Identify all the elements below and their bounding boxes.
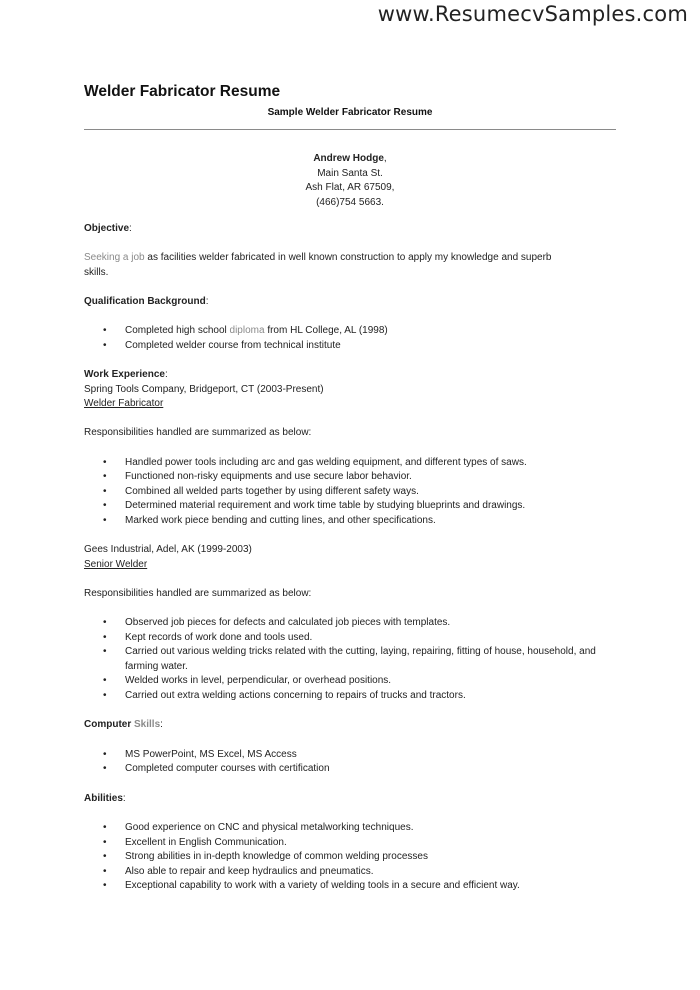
bullet-icon: • — [103, 822, 107, 833]
bullet-icon: • — [103, 748, 107, 760]
skills-link[interactable]: Skills — [134, 719, 161, 730]
contact-name: Andrew Hodge — [313, 153, 384, 164]
contact-block — [0, 152, 700, 210]
contact-phone: (466)754 5663. — [316, 196, 384, 208]
qualification-list — [84, 324, 614, 353]
list-item: • Functioned non-risky equipments and use secure labor behavior. — [84, 470, 614, 485]
page-subtitle: Sample Welder Fabricator Resume — [267, 107, 433, 118]
objective-text-line2: skills. — [84, 266, 109, 278]
job-company: Gees Industrial, Adel, AK (1999-2003) — [84, 544, 252, 555]
watermark-url: www.ResumecvSamples.com — [377, 2, 688, 26]
bullet-icon: • — [103, 325, 107, 336]
resume-body — [84, 222, 614, 894]
bullet-icon: • — [103, 880, 107, 891]
list-item: • Determined material requirement and work time table by studying blueprints and drawings. — [84, 499, 614, 514]
bullet-icon: • — [103, 617, 107, 628]
job-responsibilities-list — [84, 616, 614, 703]
bullet-icon: • — [103, 456, 107, 468]
list-item: • Exceptional capability to work with a variety of welding tools in a secure and efficient way. — [84, 879, 614, 894]
computer-skills-list — [84, 748, 614, 777]
contact-name-suffix: , — [383, 153, 387, 164]
qualification-heading: Qualification Background: — [84, 295, 209, 307]
list-item: • Also able to repair and keep hydraulics and pneumatics. — [84, 865, 614, 880]
job-role: Welder Fabricator — [84, 398, 164, 409]
objective-link[interactable]: Seeking a job — [84, 252, 145, 263]
list-item: • Completed welder course from technical institute — [84, 339, 614, 354]
list-item: • Strong abilities in in-depth knowledge of common welding processes — [84, 850, 614, 865]
job-company: Spring Tools Company, Bridgeport, CT (2003-Present) — [84, 383, 324, 395]
job-responsibilities-list — [84, 456, 614, 529]
list-item: • Good experience on CNC and physical metalworking techniques. — [84, 821, 614, 836]
list-item: • Carried out extra welding actions concerning to repairs of trucks and tractors. — [84, 689, 614, 704]
bullet-icon: • — [103, 865, 107, 877]
header-divider — [84, 129, 616, 130]
list-item: • Excellent in English Communication. — [84, 836, 614, 851]
list-item: • Completed computer courses with certification — [84, 762, 614, 777]
contact-city: Ash Flat, AR 67509, — [305, 182, 395, 193]
list-item: • Handled power tools including arc and gas welding equipment, and different types of saws. — [84, 456, 614, 471]
bullet-icon: • — [103, 646, 107, 657]
job-role: Senior Welder — [84, 558, 148, 570]
list-item: • MS PowerPoint, MS Excel, MS Access — [84, 748, 614, 763]
list-item: • Marked work piece bending and cutting lines, and other specifications. — [84, 514, 614, 529]
bullet-icon: • — [103, 514, 107, 526]
bullet-icon: • — [103, 339, 107, 351]
work-experience-heading: Work Experience: — [84, 369, 168, 380]
bullet-icon: • — [103, 763, 107, 774]
bullet-icon: • — [103, 485, 107, 497]
list-item: • Carried out various welding tricks related with the cutting, laying, repairing, fitting of house, household, and farming water. — [103, 646, 596, 672]
page-title: Welder Fabricator Resume — [84, 83, 281, 100]
contact-street: Main Santa St. — [317, 167, 383, 179]
bullet-icon: • — [103, 836, 107, 848]
contact-name-line — [0, 152, 700, 167]
diploma-link[interactable]: diploma — [229, 325, 265, 336]
bullet-icon: • — [103, 675, 107, 686]
computer-skills-heading: Computer Skills: — [84, 719, 163, 730]
bullet-icon: • — [103, 471, 107, 482]
bullet-icon: • — [103, 500, 107, 511]
objective-text: Seeking a job as facilities welder fabricated in well known construction to apply my knowledge and superb — [84, 252, 552, 263]
list-item: • Combined all welded parts together by using different safety ways. — [84, 485, 614, 500]
bullet-icon: • — [103, 689, 107, 701]
abilities-list — [84, 821, 614, 894]
job-intro: Responsibilities handled are summarized as below: — [84, 587, 312, 599]
job-intro: Responsibilities handled are summarized as below: — [84, 427, 312, 438]
objective-heading: Objective: — [84, 223, 132, 234]
bullet-icon: • — [103, 631, 107, 643]
list-item: • Kept records of work done and tools used. — [84, 631, 614, 646]
bullet-icon: • — [103, 851, 107, 862]
list-item: • Welded works in level, perpendicular, or overhead positions. — [84, 674, 614, 689]
abilities-heading: Abilities: — [84, 792, 126, 804]
list-item: • Observed job pieces for defects and calculated job pieces with templates. — [84, 616, 614, 631]
list-item: • Completed high school diploma from HL College, AL (1998) — [84, 324, 614, 339]
